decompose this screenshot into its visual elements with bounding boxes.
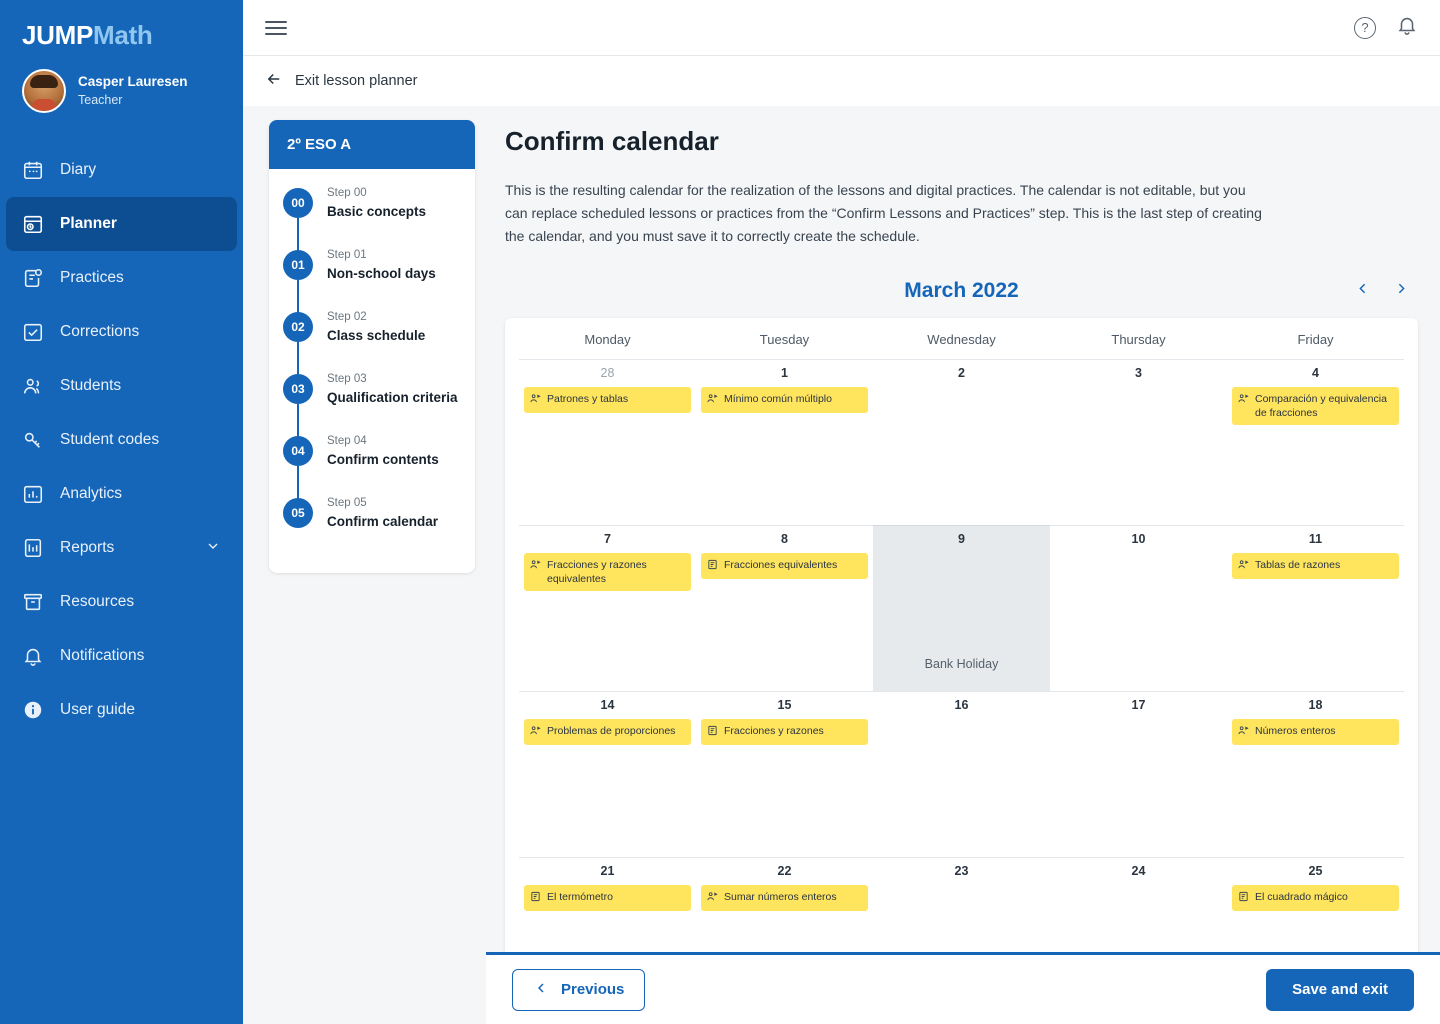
calendar-event-label: Fracciones y razones <box>724 724 824 737</box>
analytics-icon <box>22 483 44 505</box>
sidebar-item-practices[interactable] <box>0 251 243 305</box>
step-title: Non-school days <box>327 266 436 282</box>
logo-math: Math <box>93 20 153 50</box>
lesson-icon <box>707 393 718 408</box>
calendar-day-cell <box>1050 857 1227 962</box>
step-item-05[interactable] <box>269 493 475 555</box>
chevron-left-icon <box>533 980 549 1000</box>
day-number: 23 <box>954 863 969 878</box>
calendar-event[interactable] <box>1232 885 1399 911</box>
sidebar-item-corrections[interactable] <box>0 305 243 359</box>
steps-panel <box>269 120 475 573</box>
day-number: 16 <box>954 697 969 712</box>
calendar-event[interactable] <box>1232 387 1399 425</box>
planner-icon <box>22 213 44 235</box>
step-badge: 01 <box>283 250 313 280</box>
corrections-icon <box>22 321 44 343</box>
sidebar-item-diary[interactable] <box>0 143 243 197</box>
calendar-day-cell <box>696 691 873 857</box>
day-number: 9 <box>958 531 965 546</box>
arrow-left-icon <box>265 70 283 92</box>
previous-button[interactable] <box>512 969 645 1011</box>
practice-icon <box>707 559 718 574</box>
step-item-01[interactable] <box>269 245 475 307</box>
day-number: 11 <box>1308 531 1323 546</box>
lesson-icon <box>707 891 718 906</box>
step-badge: 03 <box>283 374 313 404</box>
day-number: 7 <box>604 531 611 546</box>
main-area <box>243 0 1440 1024</box>
step-sub: Step 01 <box>327 249 367 261</box>
profile-role: Teacher <box>78 92 123 107</box>
step-badge: 00 <box>283 188 313 218</box>
day-number: 28 <box>600 365 615 380</box>
sidebar-item-label: Corrections <box>60 323 140 340</box>
step-badge: 02 <box>283 312 313 342</box>
notification-bell-icon[interactable] <box>1396 14 1418 41</box>
step-item-00[interactable] <box>269 183 475 245</box>
calendar-day-cell <box>696 857 873 962</box>
calendar-day-cell <box>873 857 1050 962</box>
calendar-event[interactable] <box>1232 553 1399 579</box>
step-sub: Step 05 <box>327 497 367 509</box>
calendar-event[interactable] <box>1232 719 1399 745</box>
sidebar-item-label: Student codes <box>60 431 160 448</box>
sidebar-nav <box>0 143 243 737</box>
save-and-exit-button[interactable]: Save and exit <box>1266 969 1414 1011</box>
calendar-event[interactable] <box>701 553 868 579</box>
sidebar-item-notifications[interactable] <box>0 629 243 683</box>
page-description: This is the resulting calendar for the realization of the lessons and digital practices. The calendar is not editable, but you can replace scheduled lessons or practices from the “Confirm Lessons and Practices” step. This is the last step of creating the calendar, and you must save it to correctly create the schedule. <box>505 182 1262 244</box>
step-item-03[interactable] <box>269 369 475 431</box>
practice-icon <box>707 725 718 740</box>
step-title: Class schedule <box>327 328 426 344</box>
sidebar-item-analytics[interactable] <box>0 467 243 521</box>
step-title: Basic concepts <box>327 204 427 220</box>
calendar-day-cell <box>1227 857 1404 962</box>
logo-jump: JUMP <box>22 20 94 50</box>
practice-icon <box>1238 891 1249 906</box>
content-row <box>243 106 1440 962</box>
bell-icon <box>22 645 44 667</box>
step-sub: Step 03 <box>327 373 367 385</box>
calendar-event[interactable] <box>701 387 868 413</box>
day-number: 21 <box>600 863 615 878</box>
key-icon <box>22 429 44 451</box>
reports-icon <box>22 537 44 559</box>
step-sub: Step 00 <box>327 187 367 199</box>
lesson-icon <box>1238 559 1249 574</box>
profile-name: Casper Lauresen <box>78 74 188 90</box>
weekday-label: Thursday <box>1111 331 1166 347</box>
page-title: Confirm calendar <box>505 126 719 156</box>
top-bar <box>243 0 1440 56</box>
calendar-day-cell <box>1050 691 1227 857</box>
sidebar-item-label: Notifications <box>60 647 145 664</box>
calendar-event-label: Tablas de razones <box>1255 558 1341 571</box>
calendar-event-label: Fracciones equivalentes <box>724 558 838 571</box>
weekday-label: Friday <box>1297 331 1334 347</box>
chevron-left-icon[interactable] <box>1354 280 1371 302</box>
month-navigation <box>505 274 1418 308</box>
calendar-event-label: Problemas de proporciones <box>547 724 676 737</box>
calendar-event[interactable] <box>524 885 691 911</box>
calendar-event[interactable] <box>701 719 868 745</box>
sidebar-item-label: Planner <box>60 215 117 232</box>
calendar-event[interactable] <box>701 885 868 911</box>
step-item-02[interactable] <box>269 307 475 369</box>
calendar-day-cell <box>873 359 1050 525</box>
sidebar-item-label: Diary <box>60 161 97 178</box>
lesson-icon <box>530 393 541 408</box>
day-number: 2 <box>958 365 965 380</box>
sidebar-item-reports[interactable] <box>0 521 243 575</box>
calendar-event-label: El termómetro <box>547 890 613 903</box>
lesson-icon <box>530 725 541 740</box>
sidebar-item-label: Reports <box>60 539 115 556</box>
calendar-event[interactable] <box>524 387 691 413</box>
chevron-right-icon[interactable] <box>1393 280 1410 302</box>
calendar-day-cell <box>873 525 1050 691</box>
hamburger-icon[interactable] <box>265 17 287 39</box>
sidebar <box>0 0 243 1024</box>
calendar-event[interactable] <box>524 719 691 745</box>
sidebar-item-label: Analytics <box>60 485 123 502</box>
weekday-label: Tuesday <box>759 331 810 347</box>
step-title: Confirm calendar <box>327 514 439 530</box>
calendar-day-cell <box>519 359 696 525</box>
calendar-day-cell <box>519 525 696 691</box>
sidebar-item-student-codes[interactable] <box>0 413 243 467</box>
day-number: 1 <box>781 365 788 380</box>
step-sub: Step 02 <box>327 311 367 323</box>
day-number: 15 <box>777 697 792 712</box>
calendar-event[interactable] <box>524 553 691 591</box>
day-number: 18 <box>1308 697 1323 712</box>
exit-lesson-planner-button[interactable] <box>243 56 1440 106</box>
chevron-down-icon[interactable] <box>205 538 221 559</box>
weekday-label: Monday <box>584 331 631 347</box>
calendar-day-cell <box>1227 359 1404 525</box>
step-title: Qualification criteria <box>327 390 458 406</box>
calendar-day-cell <box>696 359 873 525</box>
help-icon[interactable]: ? <box>1354 17 1376 39</box>
sidebar-item-label: Resources <box>60 593 135 610</box>
info-icon <box>22 699 44 721</box>
calendar-day-cell <box>1227 525 1404 691</box>
calendar-day-cell <box>1227 691 1404 857</box>
sidebar-item-user-guide[interactable] <box>0 683 243 737</box>
calendar-day-cell <box>1050 359 1227 525</box>
previous-label: Previous <box>561 981 625 998</box>
month-label: March 2022 <box>904 278 1019 302</box>
step-item-04[interactable] <box>269 431 475 493</box>
sidebar-item-students[interactable] <box>0 359 243 413</box>
calendar-day-cell <box>696 525 873 691</box>
students-icon <box>22 375 44 397</box>
step-badge: 04 <box>283 436 313 466</box>
calendar-event-label: Patrones y tablas <box>547 392 629 405</box>
day-number: 22 <box>777 863 792 878</box>
day-number: 10 <box>1131 531 1146 546</box>
day-number: 24 <box>1131 863 1146 878</box>
calendar-event-label: Fracciones y razones equivalentes <box>547 558 647 586</box>
day-number: 4 <box>1312 365 1319 380</box>
calendar-grid <box>519 359 1404 962</box>
resources-icon <box>22 591 44 613</box>
holiday-label: Bank Holiday <box>924 656 999 671</box>
user-profile[interactable] <box>0 51 243 113</box>
practices-icon <box>22 267 44 289</box>
calendar-event-label: Comparación y equivalencia de fracciones <box>1255 392 1387 420</box>
lesson-icon <box>1238 393 1249 408</box>
weekday-label: Wednesday <box>927 331 996 347</box>
calendar-event-label: Números enteros <box>1255 724 1336 737</box>
calendar-day-cell <box>873 691 1050 857</box>
sidebar-item-label: Students <box>60 377 122 394</box>
day-number: 17 <box>1131 697 1146 712</box>
sidebar-item-label: Practices <box>60 269 124 286</box>
wizard-footer <box>486 952 1440 1024</box>
day-number: 8 <box>781 531 788 546</box>
sidebar-item-resources[interactable] <box>0 575 243 629</box>
lesson-icon <box>530 559 541 574</box>
step-title: Confirm contents <box>327 452 439 468</box>
lesson-icon <box>1238 725 1249 740</box>
top-bar-actions <box>1354 14 1418 41</box>
calendar-event-label: El cuadrado mágico <box>1255 890 1348 903</box>
calendar-day-cell <box>1050 525 1227 691</box>
practice-icon <box>530 891 541 906</box>
calendar <box>505 318 1418 962</box>
exit-label: Exit lesson planner <box>295 73 418 89</box>
avatar <box>22 69 66 113</box>
app-logo <box>0 0 243 51</box>
calendar-event-label: Mínimo común múltiplo <box>724 392 832 405</box>
calendar-event-label: Sumar números enteros <box>724 890 837 903</box>
calendar-day-cell <box>519 691 696 857</box>
calendar-icon <box>22 159 44 181</box>
day-number: 14 <box>600 697 615 712</box>
steps-group-label: 2º ESO A <box>269 120 475 169</box>
calendar-panel <box>505 120 1418 962</box>
sidebar-item-label: User guide <box>60 701 135 718</box>
steps-list <box>269 169 475 573</box>
step-sub: Step 04 <box>327 435 367 447</box>
calendar-day-cell <box>519 857 696 962</box>
day-number: 3 <box>1135 365 1142 380</box>
day-number: 25 <box>1308 863 1323 878</box>
step-badge: 05 <box>283 498 313 528</box>
sidebar-item-planner[interactable] <box>6 197 237 251</box>
calendar-weekday-header <box>519 318 1404 359</box>
